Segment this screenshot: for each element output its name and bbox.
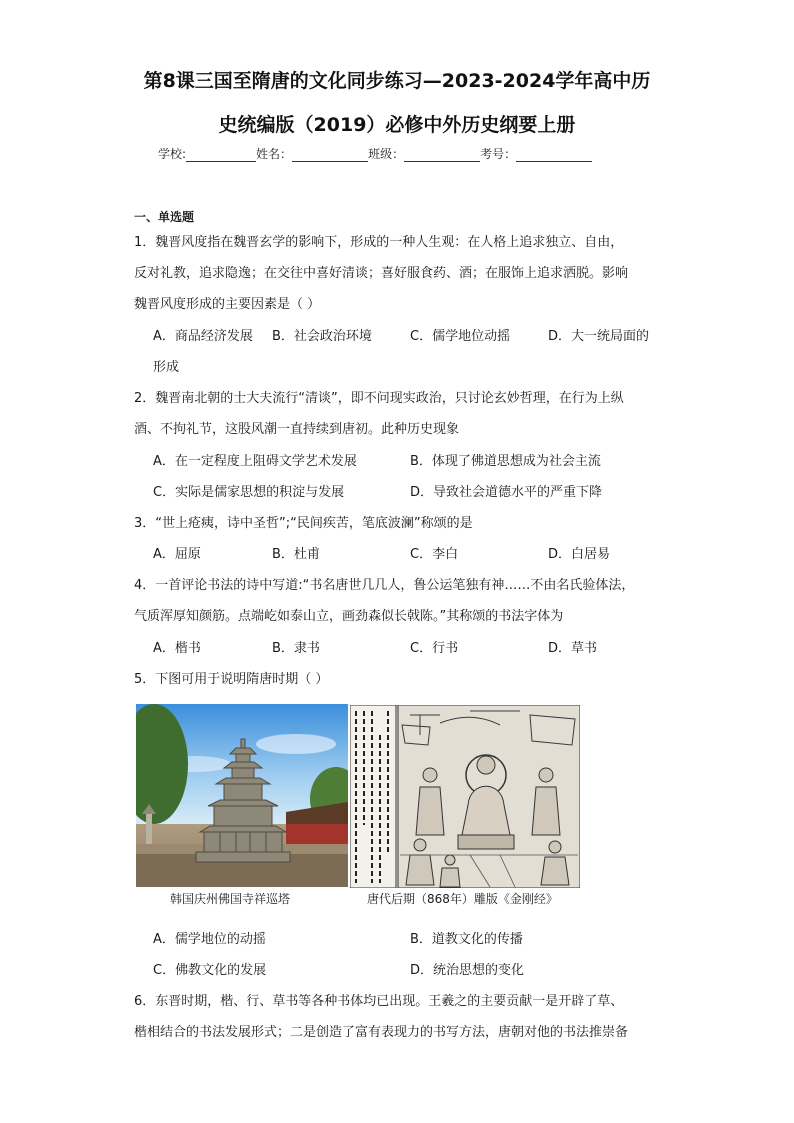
q1-option-a[interactable]: A．商品经济发展: [153, 329, 253, 344]
q3-text-line1: 3．“世上疮痍，诗中圣哲”;“民间疾苦，笔底波澜”称颂的是: [134, 516, 473, 531]
q4-text-line2: 气质浑厚知颜筋。点端屹如泰山立，画劲森似长戟陈。”其称颂的书法字体为: [134, 609, 564, 624]
q3-option-d[interactable]: D．白居易: [548, 547, 611, 562]
q5-text-line1: 5．下图可用于说明隋唐时期（ ）: [134, 672, 329, 687]
q3-option-b[interactable]: B．杜甫: [272, 547, 320, 562]
figure-caption-left: 韩国庆州佛国寺祥巡塔: [170, 892, 291, 906]
class-label: 班级：: [368, 147, 405, 161]
q4-option-c[interactable]: C．行书: [410, 641, 459, 656]
pagoda-photo: [136, 704, 348, 887]
q2-option-d[interactable]: D．导致社会道德水平的严重下降: [410, 485, 603, 500]
figure-caption-right: 唐代后期（868年）雕版《金刚经》: [367, 892, 558, 906]
exam-no-field[interactable]: [516, 149, 592, 162]
q5-option-a[interactable]: A．儒学地位的动摇: [153, 932, 266, 947]
q4-option-d[interactable]: D．草书: [548, 641, 598, 656]
q1-text-line3: 魏晋风度形成的主要因素是（ ）: [134, 297, 321, 312]
q4-option-a[interactable]: A．楷书: [153, 641, 201, 656]
q3-option-a[interactable]: A．屈原: [153, 547, 201, 562]
school-label: 学校:: [158, 147, 187, 161]
q3-option-c[interactable]: C．李白: [410, 547, 459, 562]
q2-option-b[interactable]: B．体现了佛道思想成为社会主流: [410, 454, 601, 469]
q6-text-line1: 6．东晋时期，楷、行、草书等各种书体均已出现。王羲之的主要贡献一是开辟了草、: [134, 994, 624, 1009]
student-info-fields: [158, 146, 638, 162]
q5-option-c[interactable]: C．佛教文化的发展: [153, 963, 267, 978]
name-field[interactable]: [292, 149, 368, 162]
worksheet-title-line1: 第8课三国至隋唐的文化同步练习—2023-2024学年高中历: [143, 70, 651, 92]
q1-option-b[interactable]: B．社会政治环境: [272, 329, 372, 344]
worksheet-title-line2: 史统编版（2019）必修中外历史纲要上册: [218, 114, 576, 136]
section-title: 一、单选题: [134, 210, 195, 224]
q1-option-d-continued: 形成: [153, 360, 180, 375]
q6-text-line2: 楷相结合的书法发展形式；二是创造了富有表现力的书写方法，唐朝对他的书法推崇备: [134, 1025, 629, 1040]
q2-option-a[interactable]: A．在一定程度上阻碍文学艺术发展: [153, 454, 357, 469]
pagoda-illustration: [136, 704, 348, 887]
woodblock-print-illustration: [350, 705, 580, 888]
q5-option-b[interactable]: B．道教文化的传播: [410, 932, 523, 947]
q4-text-line1: 4．一首评论书法的诗中写道:“书名唐世几几人，鲁公运笔独有神……不由名氏验体法，: [134, 578, 635, 593]
class-field[interactable]: [404, 149, 480, 162]
q5-option-d[interactable]: D．统治思想的变化: [410, 963, 525, 978]
q2-option-c[interactable]: C．实际是儒家思想的积淀与发展: [153, 485, 345, 500]
q2-text-line2: 酒、不拘礼节，这股风潮一直持续到唐初。此种历史现象: [134, 422, 460, 437]
school-field[interactable]: [186, 149, 256, 162]
q1-option-d[interactable]: D．大一统局面的: [548, 329, 650, 344]
exam-no-label: 考号：: [480, 147, 517, 161]
q1-text-line2: 反对礼教，追求隐逸；在交往中喜好清谈；喜好服食药、酒；在服饰上追求洒脱。影响: [134, 266, 629, 281]
q2-text-line1: 2．魏晋南北朝的士大夫流行“清谈”，即不问现实政治，只讨论玄妙哲理，在行为上纵: [134, 391, 624, 406]
q1-option-c[interactable]: C．儒学地位动摇: [410, 329, 511, 344]
q4-option-b[interactable]: B．隶书: [272, 641, 320, 656]
q1-text-line1: 1．魏晋风度指在魏晋玄学的影响下，形成的一种人生观：在人格上追求独立、自由，: [134, 235, 624, 250]
name-label: 姓名：: [256, 147, 293, 161]
diamond-sutra-print: [350, 705, 580, 888]
